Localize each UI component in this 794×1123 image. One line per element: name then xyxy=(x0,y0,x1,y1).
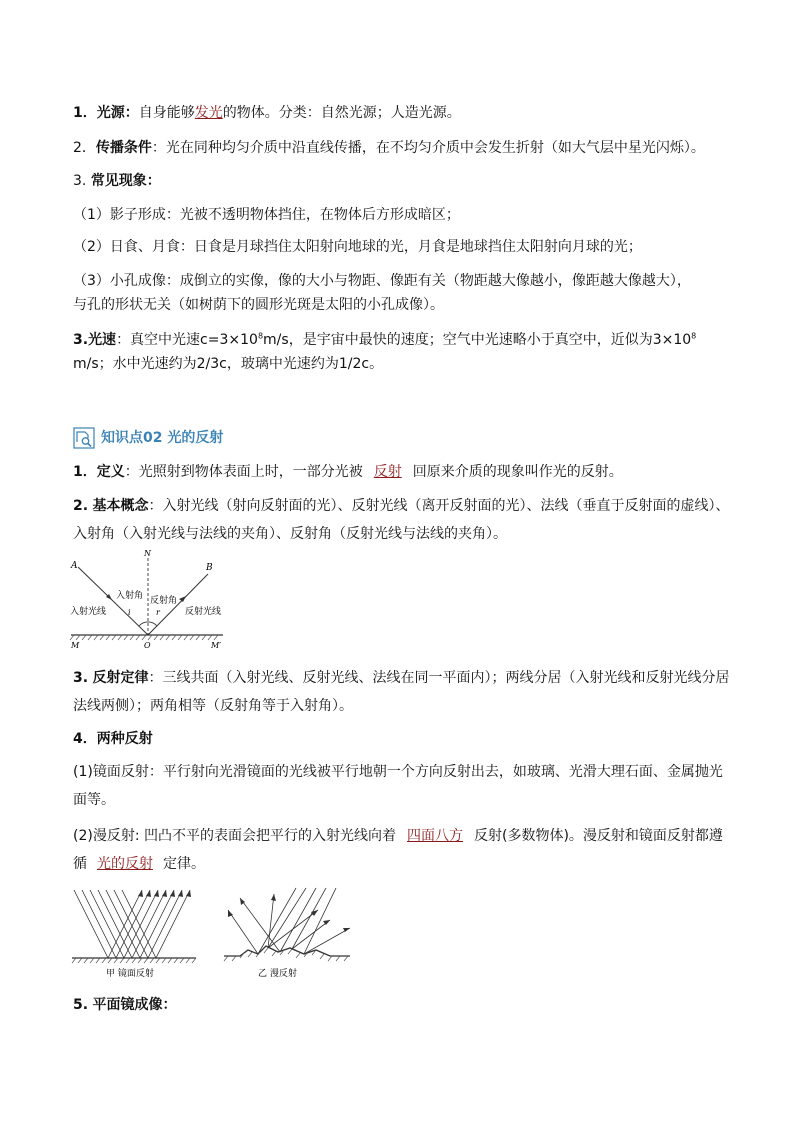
item-title: 两种反射 xyxy=(96,731,153,747)
item-title: 反射定律 xyxy=(92,670,149,686)
diffuse-reflection xyxy=(73,822,731,878)
text: 回原来介质的现象叫作光的反射。 xyxy=(412,464,623,480)
fill-blank-answer: 光的反射 xyxy=(97,856,153,872)
exponent: 8 xyxy=(257,331,264,341)
reflected-arrow xyxy=(179,596,186,602)
item-title: 传播条件 xyxy=(95,140,152,156)
reflect-angle-label: 反射角 xyxy=(150,596,178,606)
label-n: N xyxy=(144,550,151,558)
section-phenomena xyxy=(73,170,733,192)
reflected-ray-label: 反射光线 xyxy=(185,607,222,617)
label-r: r xyxy=(156,608,160,617)
text: ：真空中光速c=3×10 xyxy=(116,332,258,348)
label-i: i xyxy=(128,608,131,617)
item-number: 5. xyxy=(73,997,89,1013)
text: ：三线共面（入射光线、反射光线、法线在同一平面内）；两线分居（入射光线和反射光线分居法线两侧）；两角相等（反射角等于入射角）。 xyxy=(73,670,730,714)
section-propagation xyxy=(73,137,763,159)
incident-angle-label: 入射角 xyxy=(116,591,144,601)
fill-blank-answer: 发光 xyxy=(194,105,223,121)
label-a: A xyxy=(71,561,78,571)
item-number: 4． xyxy=(73,731,97,747)
text: ：入射光线（射向反射面的光）、反射光线（离开反射面的光）、法线（垂直于反射面的虚线）、入射角（入射光线与法线的夹角）、反射角（反射光线与法线的夹角）。 xyxy=(73,498,730,542)
incident-ray-label: 入射光线 xyxy=(70,607,107,617)
item-title: 定义 xyxy=(96,464,125,480)
phenomenon-eclipse: （2）日食、月食：日食是月球挡住太阳射向地球的光，月食是地球挡住太阳射向月球的光； xyxy=(73,239,642,255)
fill-blank-answer: 反射 xyxy=(373,464,402,480)
item-number: 3. xyxy=(73,173,87,189)
item-title: 常见现象： xyxy=(90,173,161,189)
item-number: 2． xyxy=(73,140,96,156)
reflection-law xyxy=(73,664,731,720)
diffuse-caption: 乙 漫反射 xyxy=(258,969,297,979)
magnifier-document-icon xyxy=(73,427,95,449)
reflection-definition xyxy=(73,461,733,483)
section-light-source xyxy=(73,102,733,124)
phenomenon-pinhole-2: 与孔的形状无关（如树荫下的圆形光斑是太阳的小孔成像）。 xyxy=(73,297,444,313)
item-title: 光源： xyxy=(96,105,139,121)
item-title: 平面镜成像： xyxy=(92,997,177,1013)
section-plane-mirror xyxy=(73,994,733,1016)
exponent: 8 xyxy=(691,331,697,341)
item-number: 2. xyxy=(73,498,89,514)
label-m-prime: M′ xyxy=(211,641,222,650)
specular-reflection-figure xyxy=(72,890,196,979)
mirror-hatching xyxy=(70,635,218,640)
item-number: 3. xyxy=(73,332,89,348)
mirror-reflection: (1)镜面反射：平行射向光滑镜面的光线被平行地朝一个方向反射出去，如玻璃、光滑大理石面、金属抛光面等。 xyxy=(73,764,723,808)
label-b: B xyxy=(206,563,213,573)
section-light-speed xyxy=(73,329,733,351)
section-two-reflections xyxy=(73,728,733,750)
text: 反射(多数物体)。漫反射和镜面反射都遵循 xyxy=(73,828,723,872)
incident-ray xyxy=(78,567,148,635)
reflection-diagram xyxy=(68,550,228,654)
item-number: 1． xyxy=(73,105,97,121)
reflection-types-diagram xyxy=(68,880,368,980)
text: ：光照射到物体表面上时，一部分光被 xyxy=(124,464,363,480)
section-heading-reflection xyxy=(73,425,223,451)
text: 自身能够 xyxy=(138,105,195,121)
text: m/s，是宇宙中最快的速度；空气中光速略小于真空中，近似为3×10 xyxy=(263,332,692,348)
text: ：光在同种均匀介质中沿直线传播，在不均匀介质中会发生折射（如大气层中星光闪烁）。 xyxy=(151,140,705,156)
phenomenon-shadow: （1）影子形成：光被不透明物体挡住，在物体后方形成暗区； xyxy=(73,207,460,223)
phenomenon-pinhole-1: （3）小孔成像：成倒立的实像，像的大小与物距、像距有关（物距越大像越小，像距越大像越大）， xyxy=(73,273,691,289)
text: (2)漫反射: 凹凸不平的表面会把平行的入射光线向着 xyxy=(73,828,396,844)
light-speed-line-2: m/s；水中光速约为2/3c，玻璃中光速约为1/2c。 xyxy=(73,356,384,372)
specular-caption: 甲 镜面反射 xyxy=(106,969,154,979)
label-m: M xyxy=(71,641,80,650)
section-heading-text: 知识点02 光的反射 xyxy=(101,430,224,446)
label-o: O xyxy=(144,641,151,650)
text: 的物体。分类：自然光源；人造光源。 xyxy=(222,105,461,121)
diffuse-reflection-figure xyxy=(224,888,350,979)
item-number: 1． xyxy=(73,464,97,480)
fill-blank-answer: 四面八方 xyxy=(407,828,463,844)
item-title: 基本概念 xyxy=(92,498,149,514)
text: 定律。 xyxy=(163,856,205,872)
item-title: 光速 xyxy=(88,332,117,348)
item-number: 3. xyxy=(73,670,89,686)
basic-concepts xyxy=(73,492,731,548)
